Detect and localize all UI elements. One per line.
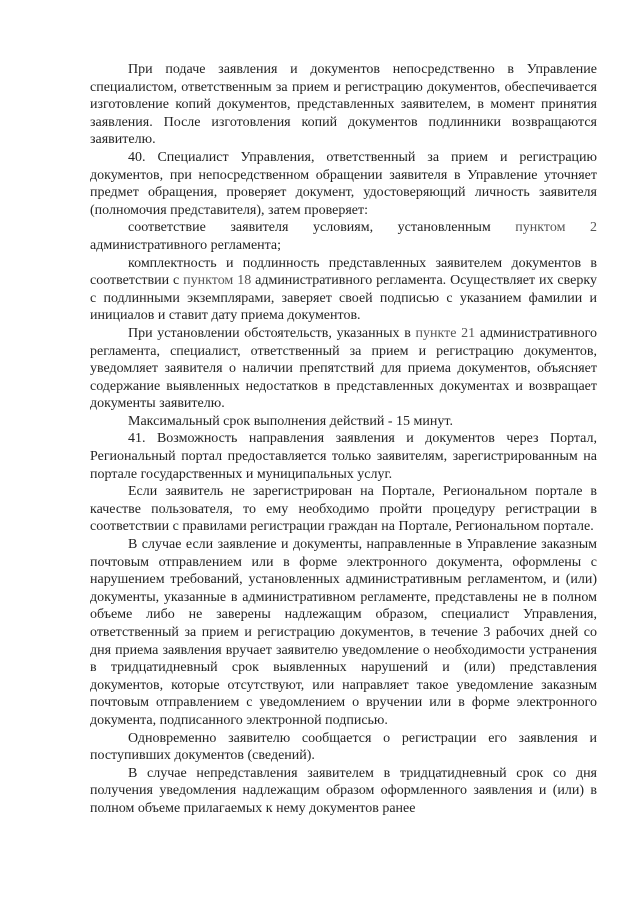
paragraph-text: Одновременно заявителю сообщается о регистрации его заявления и поступивших документов (сведений). bbox=[90, 730, 597, 764]
link-clause-21[interactable]: пункте 21 bbox=[415, 325, 476, 341]
link-clause-2[interactable]: пунктом 2 bbox=[515, 220, 597, 236]
paragraph-obstacles bbox=[90, 325, 597, 413]
paragraph-item-40 bbox=[90, 149, 597, 219]
paragraph-non-submission bbox=[90, 765, 597, 818]
paragraph-completeness-check bbox=[90, 255, 597, 325]
paragraph-max-duration bbox=[90, 413, 597, 431]
paragraph-text: административного регламента, специалист, ответственный за прием и регистрацию документов, уведомляет заявителя о наличии препятствий для приема документов, объясняет содержание выявленных недостатков в представленных документах и возвращает документы заявителю. bbox=[90, 325, 597, 412]
paragraph-violations bbox=[90, 536, 597, 730]
paragraph-text: 40. Специалист Управления, ответственный за прием и регистрацию документов, при непосредственном обращении заявителя в Управление уточняет предмет обращения, проверяет документ, удостоверяющий личность заявителя (полномочия представителя), затем проверяет: bbox=[90, 149, 597, 218]
paragraph-text: В случае непредставления заявителем в тридцатидневный срок со дня получения уведомления надлежащим образом оформленного заявления и (или) в полном объеме прилагаемых к нему документов ранее bbox=[90, 765, 597, 816]
paragraph-text: При подаче заявления и документов непосредственно в Управление специалистом, ответственным за прием и регистрацию документов, обеспечивается изготовление копий документов, представленных заявителем, в момент принятия заявления. После изготовления копий документов подлинники возвращаются заявителю. bbox=[90, 62, 597, 148]
paragraph-registration bbox=[90, 483, 597, 536]
paragraph-text: 41. Возможность направления заявления и документов через Портал, Региональный портал предоставляется только заявителям, зарегистрированным на портале государственных и муниципальных услуг. bbox=[90, 431, 597, 482]
paragraph-text: При установлении обстоятельств, указанных в bbox=[128, 325, 416, 341]
paragraph-text: административного регламента; bbox=[90, 237, 282, 253]
paragraph-applicant-conditions bbox=[90, 219, 597, 254]
paragraph-text: В случае если заявление и документы, направленные в Управление заказным почтовым отправлением или в форме электронного документа, оформлены с нарушением требований, установленных административным регламентом, и (или) документы, указанные в административном регламенте, представлены не в полном объеме либо не заверены надлежащим образом, специалист Управления, ответственный за прием и регистрацию документов, в течение 3 рабочих дней со дня приема заявления вручает заявителю уведомление о необходимости устранения в тридцатидневный срок выявленных нарушений и (или) представления документов, которые отсутствуют, или направляет такое уведомление заказным почтовым отправлением с уведомлением о вручении или в форме электронного документа, подписанного электронной подписью. bbox=[90, 537, 597, 728]
paragraph-notification bbox=[90, 730, 597, 765]
paragraph-text: Максимальный срок выполнения действий - 15 минут. bbox=[128, 413, 453, 429]
paragraph-item-41 bbox=[90, 430, 597, 483]
paragraph-document-copies bbox=[90, 61, 597, 149]
document-body bbox=[90, 61, 597, 818]
paragraph-text: соответствие заявителя условиям, установленным bbox=[128, 220, 516, 236]
paragraph-text: административного регламента. Осуществляет их сверку с подлинными экземплярами, заверяет своей подписью с указанием фамилии и инициалов и ставит дату приема документов. bbox=[90, 273, 597, 324]
paragraph-text: Если заявитель не зарегистрирован на Портале, Региональном портале в качестве пользователя, то ему необходимо пройти процедуру регистрации в соответствии с правилами регистрации граждан на Портале, Региональном портале. bbox=[90, 484, 597, 535]
paragraph-text: комплектность и подлинность представленных заявителем документов в соответствии с bbox=[90, 255, 597, 289]
link-clause-18[interactable]: пунктом 18 bbox=[183, 273, 252, 289]
